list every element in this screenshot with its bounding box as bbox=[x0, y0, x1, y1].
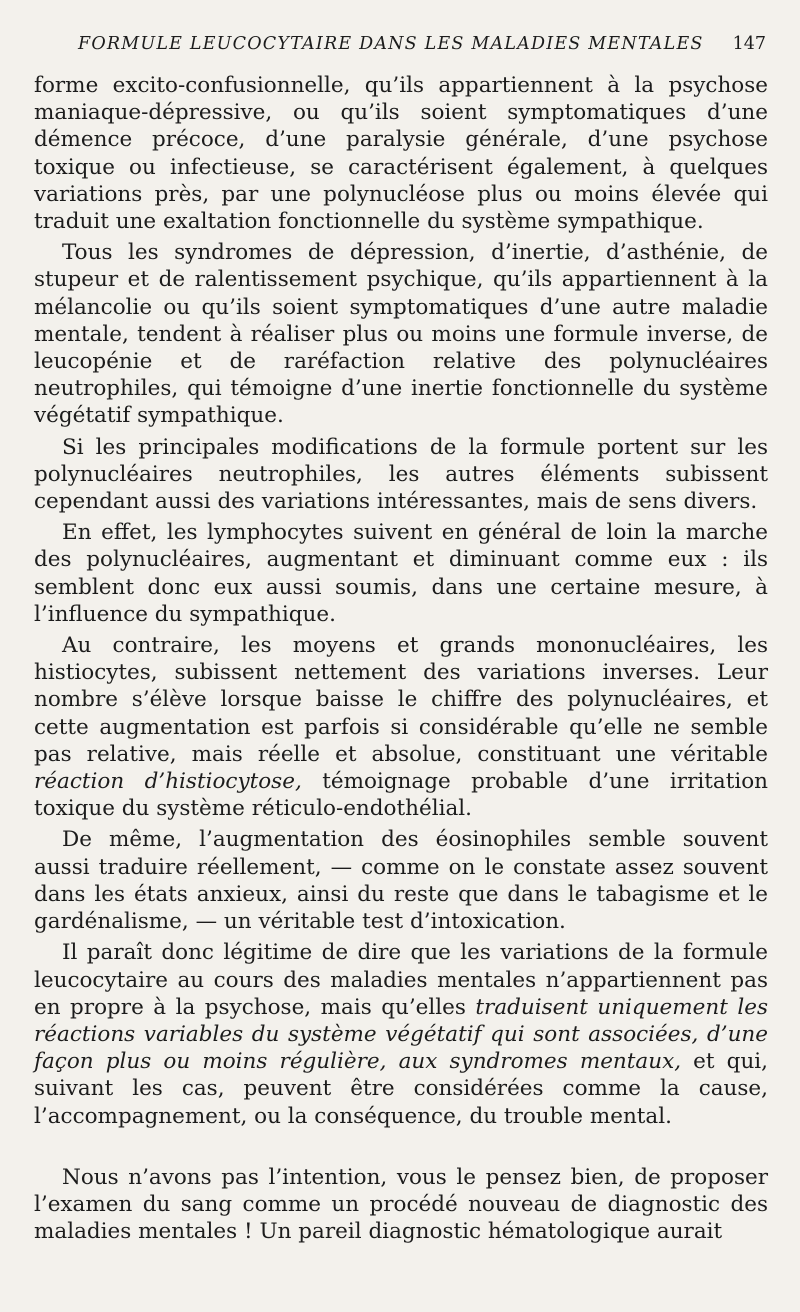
paragraph-5-emphasis: réaction d’histiocytose, bbox=[34, 769, 302, 795]
paragraph-4: En effet, les lymphocytes suivent en général de loin la marche des polynucléaires, augmentant et diminuant comme eux : ils semblent donc eux aussi soumis, dans une certaine mesure, à l’influence du sympathique. bbox=[34, 520, 768, 627]
running-head bbox=[34, 30, 768, 58]
paragraph-5-text-a: Au contraire, les moyens et grands mononucléaires, les histiocytes, subissent nettement des variations inverses. Leur nombre s’élève lorsque baisse le chiffre des polynucléaires, et cette augmentation est parfois si considérable qu’elle ne semble pas relative, mais réelle et absolue, constituant une véritable bbox=[34, 633, 768, 767]
body-text bbox=[34, 72, 768, 1245]
paragraph-8: Nous n’avons pas l’intention, vous le pensez bien, de proposer l’examen du sang comme un procédé nouveau de diagnostic des maladies mentales ! Un pareil diagnostic hématologique aurait bbox=[34, 1164, 768, 1245]
paragraph-5-text-b: témoignage probable d’une irritation toxique du système réticulo-endothélial. bbox=[34, 769, 768, 822]
paragraph-5 bbox=[34, 632, 768, 822]
paragraph-3: Si les principales modifications de la formule portent sur les polynucléaires neutrophiles, les autres éléments subissent cependant aussi des variations intéressantes, mais de sens divers. bbox=[34, 434, 768, 515]
paragraph-2: Tous les syndromes de dépression, d’inertie, d’asthénie, de stupeur et de ralentissement psychique, qu’ils appartiennent à la mélancolie ou qu’ils soient symptomatiques d’une autre maladie mentale, tendent à réaliser plus ou moins une formule inverse, de leucopénie et de raréfaction relative des polynucléaires neutrophiles, qui témoigne d’une inertie fonctionnelle du système végétatif sympathique. bbox=[34, 240, 768, 429]
paragraph-7-text-a: Il paraît donc légitime de dire que les variations de la formule leucocytaire au cours des maladies mentales n’appartiennent pas en propre à la psychose, mais qu’elles bbox=[34, 940, 768, 1020]
paragraph-7-emphasis: traduisent uniquement les réactions variables du système végétatif qui sont associées, d’une façon plus ou moins régulière, aux syndromes mentaux, bbox=[34, 994, 768, 1075]
page-number: 147 bbox=[732, 34, 766, 54]
running-title: FORMULE LEUCOCYTAIRE DANS LES MALADIES MENTALES bbox=[78, 34, 704, 54]
page bbox=[0, 30, 800, 1312]
paragraph-6: De même, l’augmentation des éosinophiles semble souvent aussi traduire réellement, — comme on le constate assez souvent dans les états anxieux, ainsi du reste que dans le tabagisme et le gardénalisme, — un véritable test d’intoxication. bbox=[34, 827, 768, 935]
paragraph-7 bbox=[34, 939, 768, 1129]
paragraph-7-text-b: et qui, suivant les cas, peuvent être considérées comme la cause, l’accompagnement, ou la conséquence, du trouble mental. bbox=[34, 1049, 768, 1129]
paragraph-1: forme excito-confusionnelle, qu’ils appartiennent à la psychose maniaque-dépressive, ou qu’ils soient symptomatiques d’une démence précoce, d’une paralysie générale, d’une psychose toxique ou infectieuse, se caractérisent également, à quelques variations près, par une polynucléose plus ou moins élevée qui traduit une exaltation fonctionnelle du système sympathique. bbox=[34, 73, 768, 235]
